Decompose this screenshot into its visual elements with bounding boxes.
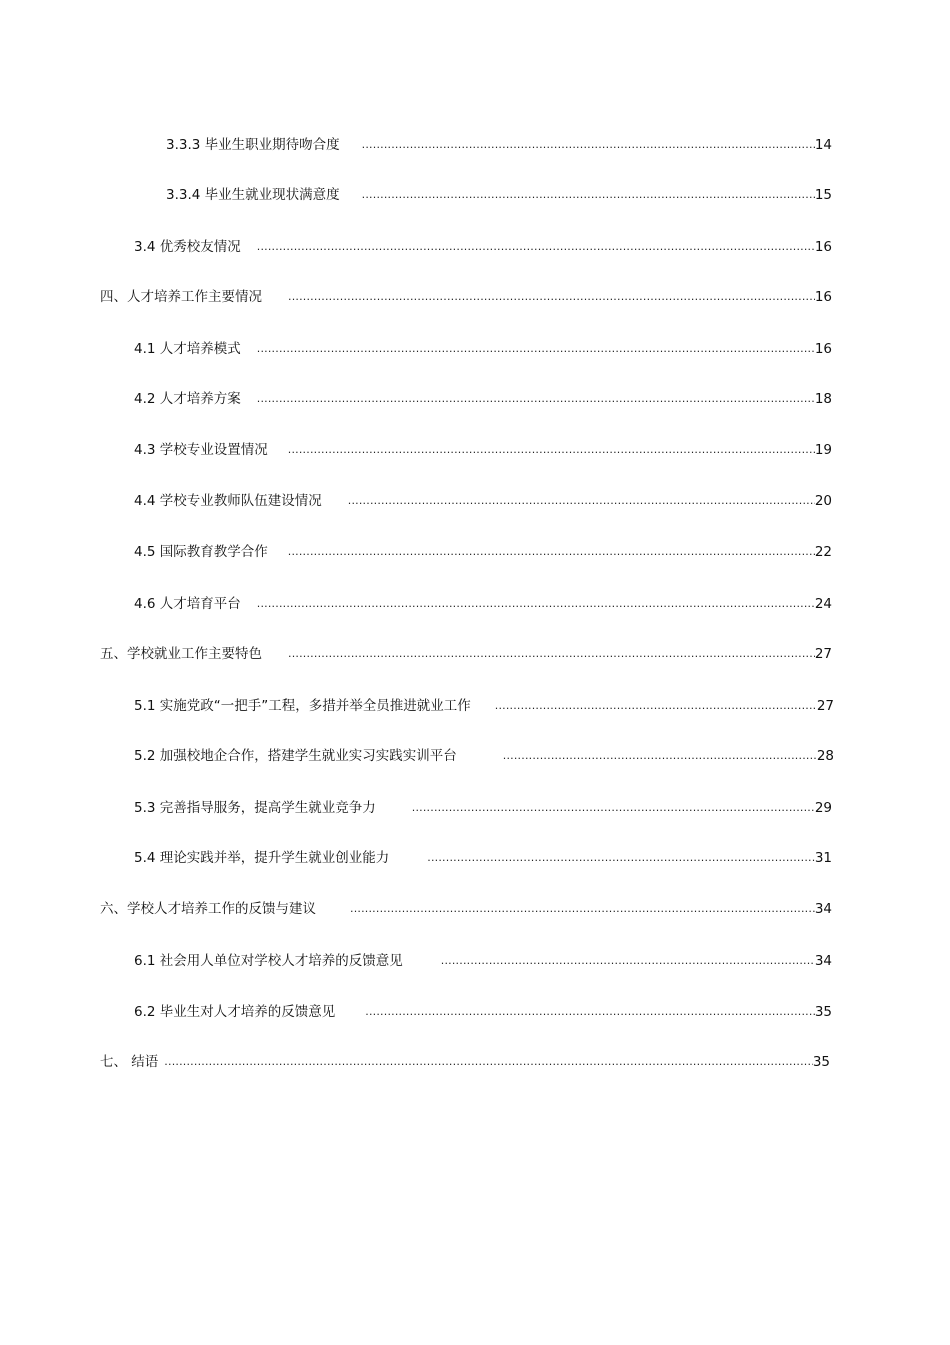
- toc-entry-4-4[interactable]: [134, 490, 832, 512]
- toc-entry-5-4[interactable]: [134, 847, 832, 869]
- toc-page-number: 35: [814, 1004, 832, 1020]
- toc-page-number: 14: [814, 137, 832, 153]
- toc-entry-title: 5.4 理论实践并举，提升学生就业创业能力: [134, 850, 390, 866]
- toc-entry-chapter-7[interactable]: [100, 1051, 830, 1073]
- toc-entry-4-1[interactable]: [134, 338, 832, 360]
- toc-page-number: 16: [814, 341, 832, 357]
- toc-entry-6-2[interactable]: [134, 1001, 832, 1023]
- toc-entry-3-3-4[interactable]: [166, 184, 832, 206]
- toc-entry-5-1[interactable]: [134, 695, 834, 717]
- toc-entry-title: 4.4 学校专业教师队伍建设情况: [134, 493, 322, 509]
- toc-page-number: 24: [814, 596, 832, 612]
- toc-page-number: 20: [814, 493, 832, 509]
- toc-dot-leader: [164, 1051, 813, 1073]
- toc-entry-3-4[interactable]: [134, 236, 832, 258]
- toc-entry-title: 6.1 社会用人单位对学校人才培养的反馈意见: [134, 953, 403, 969]
- toc-dot-leader: [257, 338, 815, 360]
- toc-page-number: 22: [814, 544, 832, 560]
- toc-entry-title: 六、学校人才培养工作的反馈与建议: [100, 901, 316, 917]
- toc-entry-title: 4.3 学校专业设置情况: [134, 442, 268, 458]
- toc-entry-title: 七、 结语: [100, 1054, 159, 1070]
- toc-page-number: 15: [814, 187, 832, 203]
- toc-entry-4-5[interactable]: [134, 541, 832, 563]
- toc-dot-leader: [412, 797, 815, 819]
- toc-entry-title: 4.2 人才培养方案: [134, 391, 241, 407]
- toc-entry-title: 3.3.4 毕业生就业现状满意度: [166, 187, 340, 203]
- toc-dot-leader: [503, 745, 817, 767]
- toc-entry-title: 四、人才培养工作主要情况: [100, 289, 262, 305]
- toc-entry-title: 3.3.3 毕业生职业期待吻合度: [166, 137, 340, 153]
- toc-entry-5-3[interactable]: [134, 797, 832, 819]
- toc-dot-leader: [288, 439, 815, 461]
- toc-dot-leader: [288, 286, 815, 308]
- toc-entry-6-1[interactable]: [134, 950, 832, 972]
- toc-dot-leader: [427, 847, 815, 869]
- toc-page-number: 16: [814, 289, 832, 305]
- toc-entry-chapter-4[interactable]: [100, 286, 832, 308]
- toc-page-number: 27: [814, 646, 832, 662]
- toc-entry-4-3[interactable]: [134, 439, 832, 461]
- toc-dot-leader: [288, 541, 815, 563]
- toc-page-number: 29: [814, 800, 832, 816]
- toc-page-number: 27: [816, 698, 834, 714]
- toc-dot-leader: [362, 134, 815, 156]
- toc-dot-leader: [257, 388, 815, 410]
- toc-dot-leader: [365, 1001, 815, 1023]
- toc-entry-title: 4.1 人才培养模式: [134, 341, 241, 357]
- toc-entry-chapter-6[interactable]: [100, 898, 832, 920]
- toc-entry-4-2[interactable]: [134, 388, 832, 410]
- toc-page-number: 34: [814, 953, 832, 969]
- toc-entry-5-2[interactable]: [134, 745, 834, 767]
- toc-page-number: 28: [816, 748, 834, 764]
- toc-entry-title: 五、学校就业工作主要特色: [100, 646, 262, 662]
- toc-page-number: 35: [812, 1054, 830, 1070]
- toc-entry-title: 5.3 完善指导服务，提高学生就业竞争力: [134, 800, 376, 816]
- toc-page-number: 34: [814, 901, 832, 917]
- toc-page-number: 18: [814, 391, 832, 407]
- toc-entry-4-6[interactable]: [134, 593, 832, 615]
- toc-entry-chapter-5[interactable]: [100, 643, 832, 665]
- toc-dot-leader: [495, 695, 817, 717]
- toc-page-number: 16: [814, 239, 832, 255]
- toc-page-number: 31: [814, 850, 832, 866]
- toc-entry-title: 3.4 优秀校友情况: [134, 239, 241, 255]
- toc-entry-3-3-3[interactable]: [166, 134, 832, 156]
- toc-entry-title: 6.2 毕业生对人才培养的反馈意见: [134, 1004, 336, 1020]
- toc-dot-leader: [441, 950, 815, 972]
- toc-dot-leader: [288, 643, 815, 665]
- toc-entry-title: 4.6 人才培育平台: [134, 596, 241, 612]
- toc-entry-title: 5.2 加强校地企合作，搭建学生就业实习实践实训平台: [134, 748, 457, 764]
- toc-dot-leader: [362, 184, 815, 206]
- toc-dot-leader: [257, 236, 815, 258]
- toc-entry-title: 4.5 国际教育教学合作: [134, 544, 268, 560]
- toc-entry-title: 5.1 实施党政“一把手”工程，多措并举全员推进就业工作: [134, 698, 471, 714]
- toc-dot-leader: [257, 593, 815, 615]
- toc-dot-leader: [350, 898, 815, 920]
- toc-dot-leader: [348, 490, 815, 512]
- toc-page-number: 19: [814, 442, 832, 458]
